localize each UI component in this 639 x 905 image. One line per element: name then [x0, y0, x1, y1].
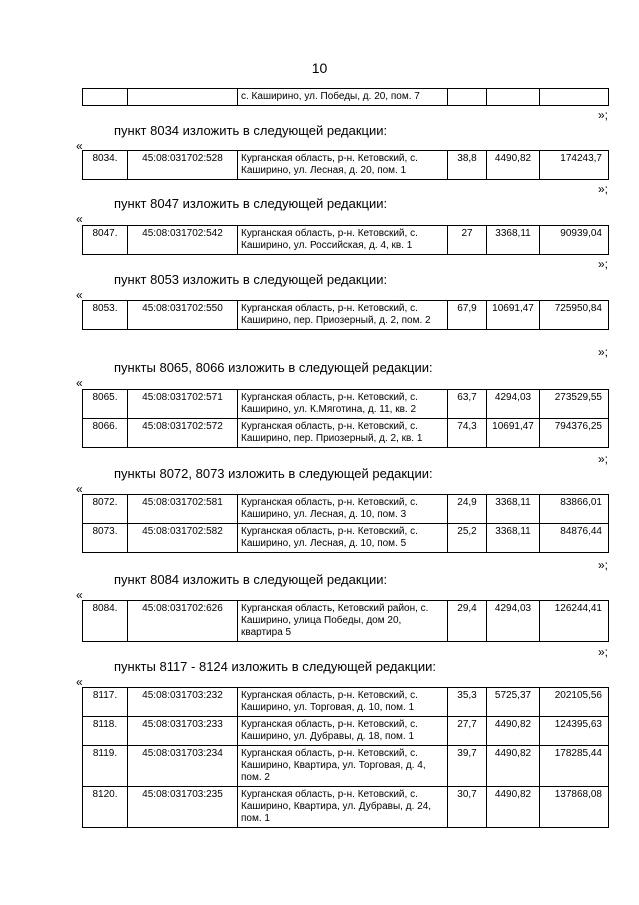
cell-rate: 4294,03: [487, 601, 540, 642]
table-row: [83, 746, 609, 787]
cell-area: 63,7: [448, 390, 487, 419]
cell-address: Курганская область, р-н. Кетовский, с. Каширино, ул. Лесная, д. 20, пом. 1: [238, 151, 448, 180]
close-quote: »;: [598, 645, 609, 659]
section-instruction: пункт 8047 изложить в следующей редакции:: [114, 196, 388, 211]
cell-area: 24,9: [448, 495, 487, 524]
cell-cadastral: 45:08:031702:582: [128, 524, 238, 553]
section-instruction: пункты 8072, 8073 изложить в следующей редакции:: [114, 466, 433, 481]
section-table: [82, 494, 609, 553]
cell-value: 178285,44: [540, 746, 609, 787]
cell-cadastral: 45:08:031703:232: [128, 688, 238, 717]
cell-cadastral: 45:08:031702:550: [128, 301, 238, 330]
cell-rate: [487, 89, 540, 106]
cell-num: 8119.: [83, 746, 128, 787]
cell-num: 8073.: [83, 524, 128, 553]
cell-rate: 3368,11: [487, 524, 540, 553]
section-table: [82, 225, 609, 255]
close-quote: »;: [598, 108, 609, 122]
cell-area: 38,8: [448, 151, 487, 180]
cell-area: 39,7: [448, 746, 487, 787]
cell-area: 29,4: [448, 601, 487, 642]
cell-area: 30,7: [448, 787, 487, 828]
cell-area: 67,9: [448, 301, 487, 330]
table-row: [83, 524, 609, 553]
cell-cadastral: 45:08:031702:572: [128, 419, 238, 448]
table-row: [83, 601, 609, 642]
page-number: 10: [311, 60, 328, 76]
cell-cadastral: 45:08:031703:233: [128, 717, 238, 746]
section-instruction: пункты 8065, 8066 изложить в следующей редакции:: [114, 360, 433, 375]
table-row: [83, 89, 609, 106]
cell-num: 8084.: [83, 601, 128, 642]
cell-address: Курганская область, р-н. Кетовский, с. Каширино, ул. Дубравы, д. 18, пом. 1: [238, 717, 448, 746]
close-quote: »;: [598, 345, 609, 359]
open-quote: «: [76, 212, 83, 226]
cell-value: 84876,44: [540, 524, 609, 553]
close-quote: »;: [598, 452, 609, 466]
cell-address: с. Каширино, ул. Победы, д. 20, пом. 7: [238, 89, 448, 106]
section-table: [82, 600, 609, 642]
section-instruction: пункт 8084 изложить в следующей редакции:: [114, 572, 388, 587]
cell-value: 273529,55: [540, 390, 609, 419]
cell-area: 35,3: [448, 688, 487, 717]
cell-cadastral: 45:08:031703:234: [128, 746, 238, 787]
cell-value: 83866,01: [540, 495, 609, 524]
open-quote: «: [76, 482, 83, 496]
section-table: [82, 687, 609, 828]
cell-cadastral: 45:08:031702:528: [128, 151, 238, 180]
close-quote: »;: [598, 182, 609, 196]
close-quote: »;: [598, 558, 609, 572]
cell-cadastral: 45:08:031702:542: [128, 226, 238, 255]
cell-num: 8066.: [83, 419, 128, 448]
section-table: [82, 389, 609, 448]
cell-value: [540, 89, 609, 106]
section-instruction: пункты 8117 - 8124 изложить в следующей редакции:: [114, 659, 436, 674]
section-instruction: пункт 8053 изложить в следующей редакции:: [114, 272, 388, 287]
cell-value: 124395,63: [540, 717, 609, 746]
cell-value: 137868,08: [540, 787, 609, 828]
cell-cadastral: 45:08:031703:235: [128, 787, 238, 828]
cell-rate: 4490,82: [487, 717, 540, 746]
open-quote: «: [76, 288, 83, 302]
cell-value: 725950,84: [540, 301, 609, 330]
cell-address: Курганская область, р-н. Кетовский, с. Каширино, ул. Лесная, д. 10, пом. 3: [238, 495, 448, 524]
cell-value: 794376,25: [540, 419, 609, 448]
cell-rate: 3368,11: [487, 226, 540, 255]
cell-address: Курганская область, р-н. Кетовский, с. Каширино, ул. Торговая, д. 10, пом. 1: [238, 688, 448, 717]
cell-area: 74,3: [448, 419, 487, 448]
cell-address: Курганская область, р-н. Кетовский, с. Каширино, Квартира, ул. Дубравы, д. 24, пом. 1: [238, 787, 448, 828]
cell-rate: 5725,37: [487, 688, 540, 717]
cell-address: Курганская область, р-н. Кетовский, с. Каширино, ул. Российская, д. 4, кв. 1: [238, 226, 448, 255]
cell-address: Курганская область, Кетовский район, с. Каширино, улица Победы, дом 20, квартира 5: [238, 601, 448, 642]
section-table: [82, 300, 609, 330]
cell-num: [83, 89, 128, 106]
cell-rate: 4294,03: [487, 390, 540, 419]
table-row: [83, 390, 609, 419]
cell-cadastral: 45:08:031702:626: [128, 601, 238, 642]
cell-rate: 4490,82: [487, 151, 540, 180]
cell-cadastral: [128, 89, 238, 106]
cell-num: 8117.: [83, 688, 128, 717]
cell-value: 90939,04: [540, 226, 609, 255]
table-row: [83, 787, 609, 828]
cell-rate: 3368,11: [487, 495, 540, 524]
open-quote: «: [76, 139, 83, 153]
table-row: [83, 419, 609, 448]
cell-num: 8072.: [83, 495, 128, 524]
open-quote: «: [76, 376, 83, 390]
cell-num: 8053.: [83, 301, 128, 330]
cell-rate: 10691,47: [487, 301, 540, 330]
cell-address: Курганская область, р-н. Кетовский, с. Каширино, ул. Лесная, д. 10, пом. 5: [238, 524, 448, 553]
cell-area: 27: [448, 226, 487, 255]
cell-cadastral: 45:08:031702:571: [128, 390, 238, 419]
section-instruction: пункт 8034 изложить в следующей редакции:: [114, 123, 388, 138]
cell-rate: 4490,82: [487, 787, 540, 828]
open-quote: «: [76, 588, 83, 602]
cell-area: 25,2: [448, 524, 487, 553]
cell-address: Курганская область, р-н. Кетовский, с. Каширино, пер. Приозерный, д. 2, пом. 2: [238, 301, 448, 330]
close-quote: »;: [598, 257, 609, 271]
cell-rate: 4490,82: [487, 746, 540, 787]
cell-area: [448, 89, 487, 106]
cell-address: Курганская область, р-н. Кетовский, с. Каширино, ул. К.Мяготина, д. 11, кв. 2: [238, 390, 448, 419]
section-table: [82, 150, 609, 180]
cell-value: 202105,56: [540, 688, 609, 717]
cell-area: 27,7: [448, 717, 487, 746]
cell-value: 126244,41: [540, 601, 609, 642]
top-table: [82, 88, 609, 106]
table-row: [83, 688, 609, 717]
cell-rate: 10691,47: [487, 419, 540, 448]
table-row: [83, 151, 609, 180]
cell-value: 174243,7: [540, 151, 609, 180]
cell-cadastral: 45:08:031702:581: [128, 495, 238, 524]
table-row: [83, 495, 609, 524]
cell-num: 8034.: [83, 151, 128, 180]
cell-num: 8047.: [83, 226, 128, 255]
cell-num: 8118.: [83, 717, 128, 746]
table-row: [83, 717, 609, 746]
table-row: [83, 301, 609, 330]
open-quote: «: [76, 675, 83, 689]
cell-address: Курганская область, р-н. Кетовский, с. Каширино, пер. Приозерный, д. 2, кв. 1: [238, 419, 448, 448]
table-row: [83, 226, 609, 255]
cell-num: 8120.: [83, 787, 128, 828]
cell-num: 8065.: [83, 390, 128, 419]
cell-address: Курганская область, р-н. Кетовский, с. Каширино, Квартира, ул. Торговая, д. 4, пом. 2: [238, 746, 448, 787]
